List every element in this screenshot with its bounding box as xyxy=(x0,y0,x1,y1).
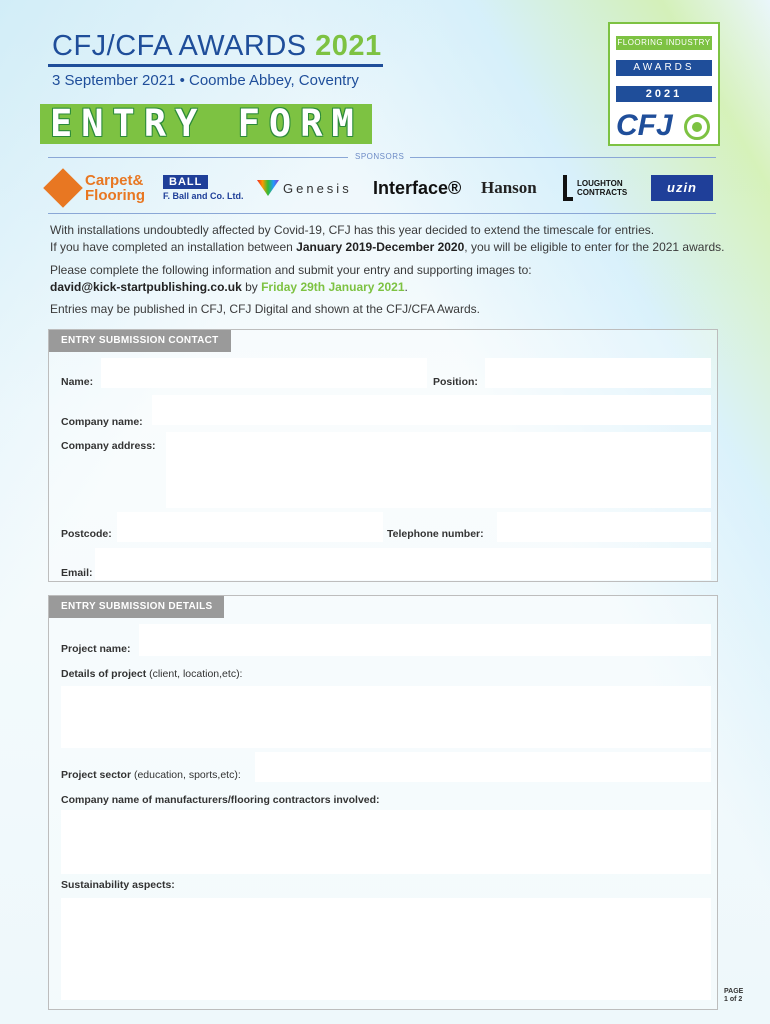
entry-contact-section xyxy=(48,329,718,582)
deadline-date: Friday 29th January 2021 xyxy=(261,280,405,294)
intro-paragraph-1: With installations undoubtedly affected by Covid-19, CFJ has this year decided to extend the timescale for entries. If you have completed an installation between January 2019-December 2020, you will be eligible to enter for the 2021 awards. xyxy=(50,223,725,254)
cfj-logo: CFJ xyxy=(616,109,673,142)
page-number: PAGE 1 of 2 xyxy=(724,988,744,1003)
award-seal-icon xyxy=(684,114,710,140)
title-year: 2021 xyxy=(315,30,382,62)
badge-line2: AWARDS xyxy=(616,60,712,76)
project-details-field[interactable] xyxy=(61,686,711,748)
badge-line3: 2021 xyxy=(616,86,712,102)
entry-details-section xyxy=(48,595,718,1010)
awards-badge-logo xyxy=(608,22,720,146)
position-field[interactable] xyxy=(485,358,711,388)
company-address-label: Company address: xyxy=(61,440,156,452)
sponsors-bottom-rule xyxy=(48,213,716,214)
interface-logo: Interface® xyxy=(373,177,462,198)
loughton-logo: LOUGHTON CONTRACTS xyxy=(563,168,633,208)
project-sector-label: Project sector (education, sports,etc): xyxy=(61,769,241,781)
sponsor-logos xyxy=(45,168,715,208)
ball-logo: BALL F. Ball and Co. Ltd. xyxy=(163,176,244,201)
company-address-field[interactable] xyxy=(166,432,711,508)
submission-email-link[interactable]: david@kick-startpublishing.co.uk xyxy=(50,280,242,294)
loughton-mark-icon xyxy=(563,175,573,201)
telephone-field[interactable] xyxy=(497,512,711,542)
project-details-label: Details of project (client, location,etc): xyxy=(61,668,243,680)
company-name-field[interactable] xyxy=(152,395,711,425)
sustainability-label: Sustainability aspects: xyxy=(61,879,175,891)
project-sector-field[interactable] xyxy=(255,752,711,782)
name-label: Name: xyxy=(61,376,94,388)
email-field[interactable] xyxy=(95,548,711,580)
intro-paragraph-2: Please complete the following information and submit your entry and supporting images to: david@kick-startpublishing.co.uk by Friday 29th January 2021. xyxy=(50,263,532,294)
postcode-field[interactable] xyxy=(117,512,383,542)
name-field[interactable] xyxy=(101,358,427,388)
sponsors-label: SPONSORS xyxy=(355,152,405,161)
email-label: Email: xyxy=(61,567,93,579)
uzin-logo: uzin xyxy=(651,168,713,208)
project-name-field[interactable] xyxy=(139,624,711,656)
title-underline xyxy=(48,64,383,67)
awards-title xyxy=(52,30,382,63)
manufacturers-field[interactable] xyxy=(61,810,711,874)
intro-paragraph-3: Entries may be published in CFJ, CFJ Digital and shown at the CFJ/CFA Awards. xyxy=(50,302,480,316)
hanson-logo: Hanson xyxy=(481,178,537,197)
genesis-mark-icon xyxy=(257,180,279,196)
details-section-heading: ENTRY SUBMISSION DETAILS xyxy=(49,596,224,618)
position-label: Position: xyxy=(433,376,478,388)
title-text: CFJ/CFA AWARDS xyxy=(52,30,307,62)
sustainability-field[interactable] xyxy=(61,898,711,1000)
carpet-flooring-logo: Carpet& Flooring xyxy=(45,168,155,208)
company-name-label: Company name: xyxy=(61,416,143,428)
manufacturers-label: Company name of manufacturers/flooring contractors involved: xyxy=(61,794,380,806)
telephone-label: Telephone number: xyxy=(387,528,484,540)
entry-form-banner: ENTRY FORM xyxy=(40,104,372,144)
event-subtitle: 3 September 2021 • Coombe Abbey, Coventry xyxy=(52,72,359,89)
genesis-logo: Genesis xyxy=(257,168,352,208)
sponsors-rule-left xyxy=(48,157,348,158)
carpet-diamond-icon xyxy=(43,168,83,208)
sponsors-rule-right xyxy=(410,157,716,158)
postcode-label: Postcode: xyxy=(61,528,112,540)
badge-line1: FLOORING INDUSTRY xyxy=(616,36,712,50)
contact-section-heading: ENTRY SUBMISSION CONTACT xyxy=(49,330,231,352)
project-name-label: Project name: xyxy=(61,643,131,655)
